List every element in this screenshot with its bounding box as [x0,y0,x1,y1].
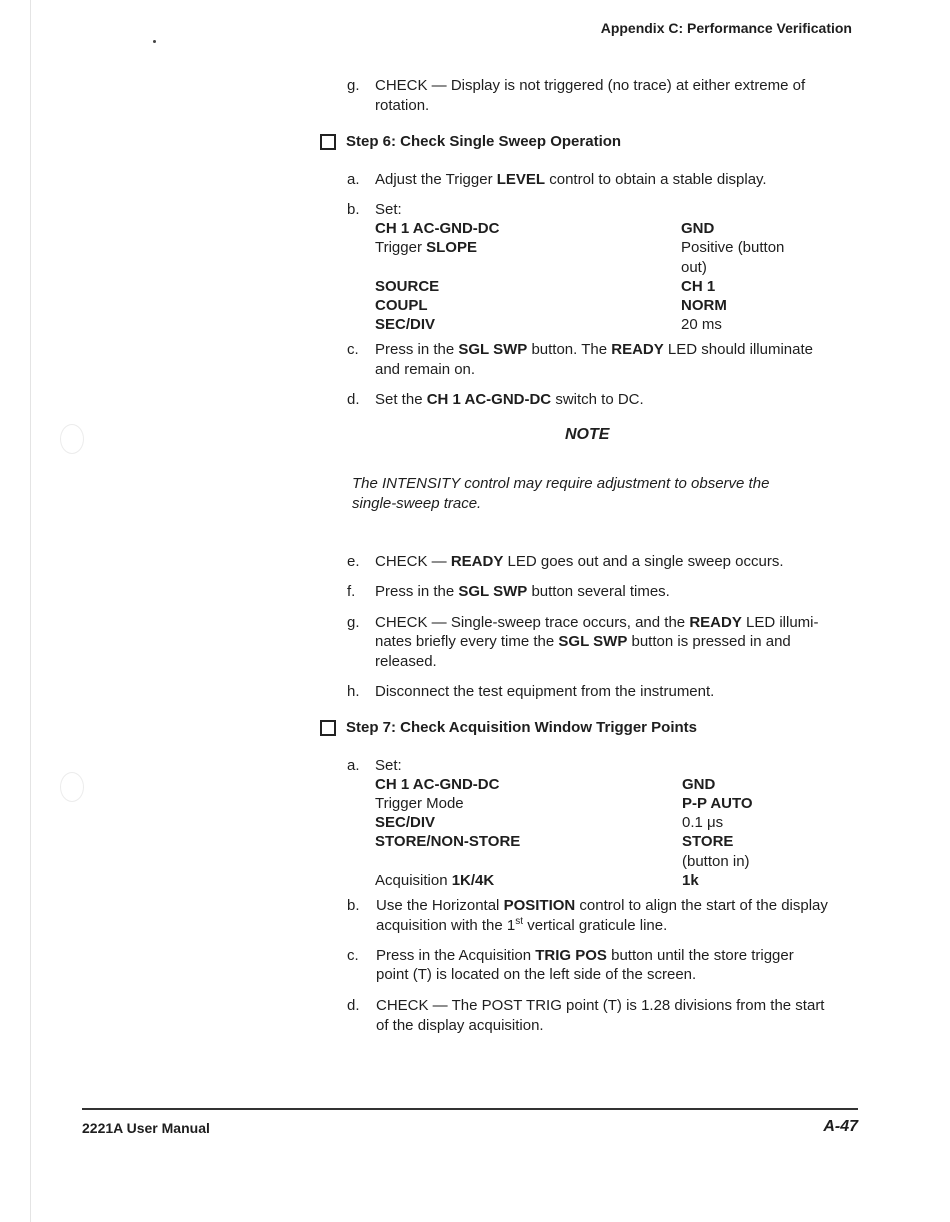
item-letter: b. [347,897,360,914]
setting-label: SEC/DIV [375,316,436,333]
item-letter: d. [347,997,360,1014]
step6-c-line2: and remain on. [375,361,476,378]
step6-h-text: Disconnect the test equipment from the instrument. [375,683,715,700]
page-header-title: Appendix C: Performance Verification [600,20,852,36]
intro-g-line2: rotation. [375,97,430,114]
step6-g-line1: CHECK — Single-sweep trace occurs, and the READY LED illumi- [375,614,819,631]
step6-checkbox[interactable] [320,134,336,150]
note-line2: single-sweep trace. [352,495,482,512]
step6-b-label: Set: [375,201,402,218]
step7-c-line1: Press in the Acquisition TRIG POS button until the store trigger [376,947,794,964]
setting-label: STORE/NON-STORE [375,833,521,850]
step6-a-text: Adjust the Trigger LEVEL control to obtain a stable display. [375,171,767,188]
item-letter: a. [347,171,360,188]
item-letter: d. [347,391,360,408]
item-letter: b. [347,201,360,218]
setting-label: COUPL [375,297,428,314]
setting-label: SEC/DIV [375,814,436,831]
step6-title: Step 6: Check Single Sweep Operation [346,133,622,150]
footer-rule [82,1108,858,1110]
punch-hole-mark [60,772,84,802]
intro-g-line1: CHECK — Display is not triggered (no trace) at either extreme of [375,77,806,94]
step6-c-line1: Press in the SGL SWP button. The READY LED should illuminate [375,341,813,358]
step7-d-line1: CHECK — The POST TRIG point (T) is 1.28 divisions from the start [376,997,825,1014]
step7-d-line2: of the display acquisition. [376,1017,544,1034]
step6-d-text: Set the CH 1 AC-GND-DC switch to DC. [375,391,644,408]
punch-hole-mark [60,424,84,454]
step6-f-text: Press in the SGL SWP button several times. [375,583,670,600]
item-letter: f. [347,583,356,600]
setting-label: Trigger Mode [375,795,464,812]
step7-title: Step 7: Check Acquisition Window Trigger Points [346,719,698,736]
setting-label: Acquisition 1K/4K [375,872,495,889]
step7-b-line1: Use the Horizontal POSITION control to align the start of the display [376,897,828,914]
item-letter: h. [347,683,360,700]
setting-label: CH 1 AC-GND-DC [375,776,500,793]
item-letter: c. [347,947,359,964]
setting-value: GND [681,220,715,237]
setting-value: Positive (button [681,239,785,256]
step6-e-text: CHECK — READY LED goes out and a single sweep occurs. [375,553,784,570]
item-letter: c. [347,341,359,358]
setting-value: 20 ms [681,316,722,333]
step6-g-line3: released. [375,653,437,670]
setting-value: CH 1 [681,278,716,295]
item-letter: g. [347,77,360,94]
setting-value: 0.1 μs [682,814,724,831]
scan-speck [153,40,156,43]
footer-manual-title: 2221A User Manual [82,1120,210,1136]
setting-value: P-P AUTO [682,795,753,812]
item-letter: e. [347,553,360,570]
step7-c-line2: point (T) is located on the left side of the screen. [376,966,697,983]
setting-value: out) [681,259,707,276]
setting-label: CH 1 AC-GND-DC [375,220,500,237]
setting-value: 1k [682,872,699,889]
item-letter: g. [347,614,360,631]
setting-value: (button in) [682,853,750,870]
setting-value: STORE [682,833,734,850]
setting-label: SOURCE [375,278,440,295]
setting-value: GND [682,776,716,793]
step7-a-label: Set: [375,757,402,774]
note-line1: The INTENSITY control may require adjustment to observe the [352,475,770,492]
step6-g-line2: nates briefly every time the SGL SWP button is pressed in and [375,633,791,650]
item-letter: a. [347,757,360,774]
step7-b-line2: acquisition with the 1st vertical graticule line. [376,916,668,934]
page-margin-line [30,0,31,1222]
setting-value: NORM [681,297,727,314]
setting-label: Trigger SLOPE [375,239,477,256]
page-number: A-47 [823,1118,858,1135]
step7-checkbox[interactable] [320,720,336,736]
note-title: NOTE [565,426,610,443]
